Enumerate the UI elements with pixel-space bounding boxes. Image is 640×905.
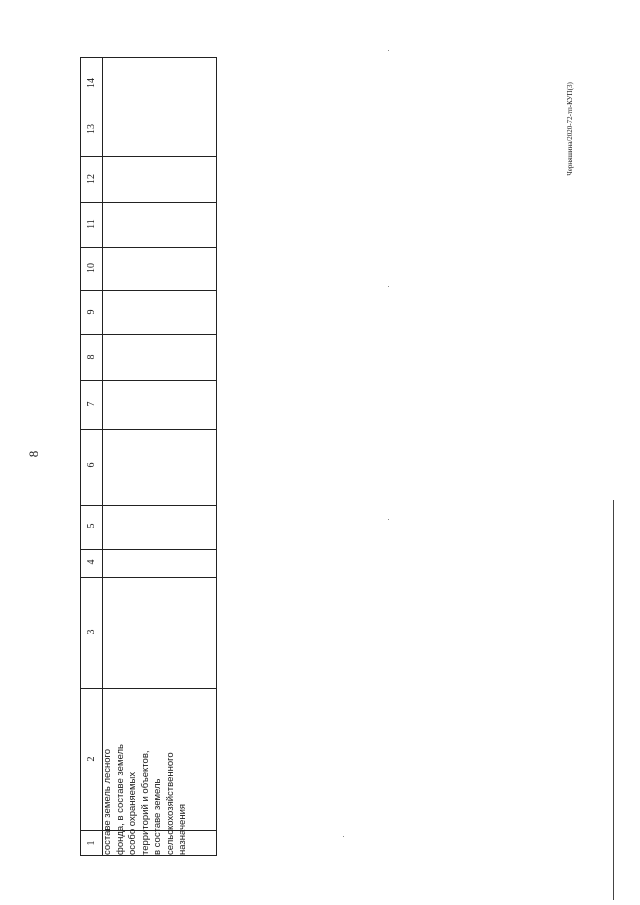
footer-code: Черняшина/2020-72-тп-КУП(3)	[566, 82, 574, 176]
column-number: 6	[86, 462, 97, 468]
column-divider	[81, 505, 216, 506]
column-number: 13	[86, 124, 97, 134]
column-number: 5	[86, 523, 97, 529]
scan-speck	[388, 50, 389, 51]
column-divider	[81, 247, 216, 248]
column-number: 2	[86, 756, 97, 762]
scan-speck	[388, 519, 389, 520]
column-number: 11	[86, 219, 97, 229]
column-number: 7	[86, 401, 97, 407]
page-number: 8	[26, 450, 41, 458]
column-divider	[81, 577, 216, 578]
cell-description	[102, 690, 217, 855]
column-divider	[81, 429, 216, 430]
column-divider	[81, 688, 216, 689]
column-number: 1	[86, 840, 97, 846]
cell-text-line: территорий и объектов,	[139, 750, 151, 855]
column-number: 3	[86, 629, 97, 635]
cell-text-line: в составе земель	[152, 778, 163, 855]
cell-text-line: особо охраняемых	[127, 771, 138, 855]
cell-text-line: составе земель лесного	[102, 748, 113, 855]
cell-text-line: назначения	[177, 803, 188, 855]
column-number: 9	[86, 309, 97, 315]
column-number: 12	[86, 174, 97, 184]
cell-text-line: фонда, в составе земель	[114, 744, 126, 855]
column-number: 10	[86, 263, 97, 273]
scan-edge-line	[613, 500, 614, 900]
scan-speck	[388, 286, 389, 287]
column-number: 14	[86, 78, 97, 88]
column-divider	[81, 290, 216, 291]
column-divider	[81, 202, 216, 203]
column-divider	[81, 156, 216, 157]
column-number: 4	[86, 559, 97, 565]
column-number: 8	[86, 354, 97, 360]
cell-text-line: сельскохозяйственного	[164, 752, 176, 855]
column-divider	[81, 549, 216, 550]
column-divider	[81, 380, 216, 381]
scan-speck	[343, 836, 344, 837]
column-divider	[81, 334, 216, 335]
